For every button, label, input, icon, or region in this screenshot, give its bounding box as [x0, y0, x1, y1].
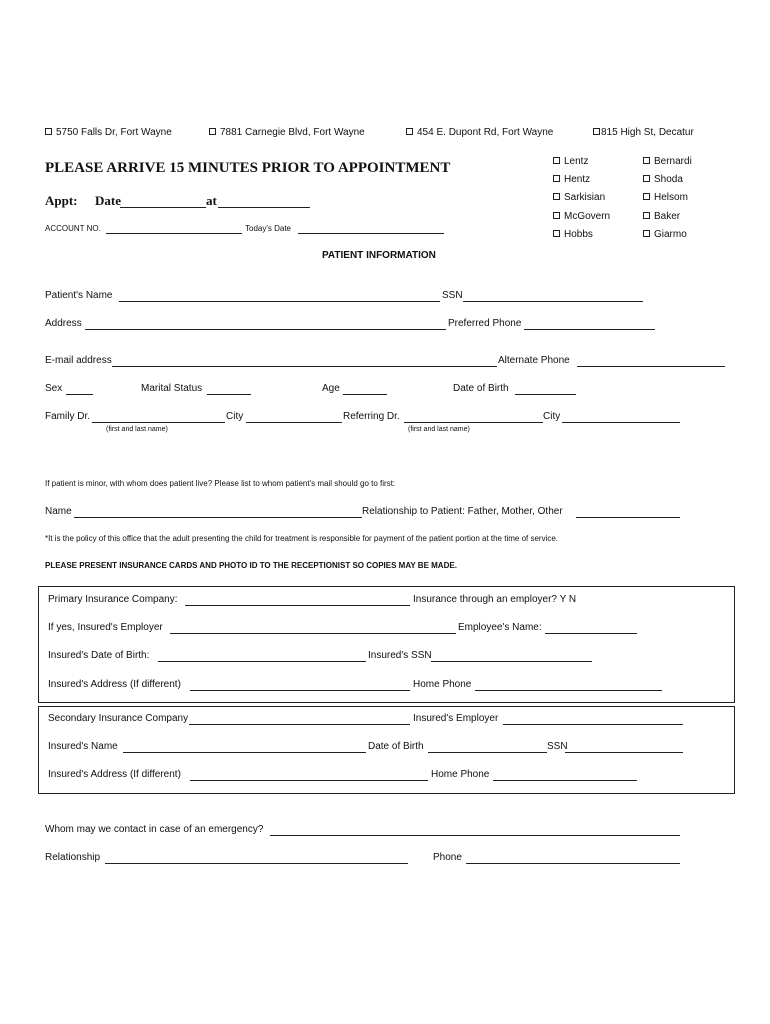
checkbox[interactable] [553, 212, 560, 219]
location-label: 7881 Carnegie Blvd, Fort Wayne [220, 127, 365, 138]
through-employer-label: Insurance through an employer? Y N [413, 594, 577, 605]
doctor-label: Shoda [654, 174, 683, 185]
emergency-relationship-field[interactable] [105, 863, 408, 864]
secondary-dob-field[interactable] [428, 752, 547, 753]
preferred-phone-field[interactable] [524, 329, 655, 330]
insured-dob-field[interactable] [158, 661, 366, 662]
secondary-dob-label: Date of Birth [368, 741, 424, 752]
checkbox[interactable] [643, 230, 650, 237]
at-label: at [206, 193, 217, 208]
checkbox[interactable] [406, 128, 413, 135]
insured-employer-field[interactable] [170, 633, 456, 634]
appt-date-field[interactable] [120, 207, 206, 208]
alternate-phone-label: Alternate Phone [498, 355, 570, 366]
emergency-question: Whom may we contact in case of an emergency? [45, 824, 264, 835]
doctor-label: Giarmo [654, 229, 687, 240]
secondary-company-label: Secondary Insurance Company [48, 713, 189, 724]
secondary-employer-label: Insured's Employer [413, 713, 499, 724]
location-option[interactable] [45, 127, 172, 138]
checkbox[interactable] [643, 175, 650, 182]
secondary-address-field[interactable] [190, 780, 428, 781]
city-label: City [226, 411, 244, 422]
checkbox[interactable] [643, 212, 650, 219]
email-field[interactable] [112, 366, 497, 367]
doctor-option[interactable] [553, 174, 590, 185]
insured-ssn-field[interactable] [431, 661, 592, 662]
todays-date-field[interactable] [298, 233, 444, 234]
insured-address-field[interactable] [190, 690, 410, 691]
referring-city-field[interactable] [562, 422, 680, 423]
checkbox[interactable] [45, 128, 52, 135]
checkbox[interactable] [553, 157, 560, 164]
insured-employer-label: If yes, Insured's Employer [48, 622, 163, 633]
age-field[interactable] [343, 394, 387, 395]
relationship-label: Relationship to Patient: Father, Mother, Other [362, 506, 563, 517]
family-dr-label: Family Dr. [45, 411, 90, 422]
dob-label: Date of Birth [453, 383, 509, 394]
emergency-contact-field[interactable] [270, 835, 680, 836]
referring-dr-hint: (first and last name) [408, 426, 470, 433]
policy-note: *It is the policy of this office that the adult presenting the child for treatment is responsible for payment of the patient portion at the time of service. [45, 534, 559, 543]
doctor-option[interactable] [553, 156, 588, 167]
doctor-label: Baker [654, 211, 681, 222]
appt-time-field[interactable] [218, 207, 310, 208]
age-label: Age [322, 383, 340, 394]
checkbox[interactable] [553, 175, 560, 182]
address-field[interactable] [85, 329, 446, 330]
family-dr-field[interactable] [92, 422, 225, 423]
secondary-company-field[interactable] [189, 724, 410, 725]
family-dr-hint: (first and last name) [106, 426, 168, 433]
secondary-name-field[interactable] [123, 752, 366, 753]
emergency-relationship-label: Relationship [45, 852, 101, 863]
checkbox[interactable] [643, 193, 650, 200]
home-phone-label: Home Phone [413, 679, 472, 690]
referring-dr-field[interactable] [404, 422, 543, 423]
secondary-ssn-field[interactable] [565, 752, 683, 753]
employee-name-label: Employee's Name: [458, 622, 542, 633]
minor-name-label: Name [45, 506, 72, 517]
location-label: 815 High St, Decatur [601, 127, 694, 138]
doctor-label: Hentz [564, 174, 591, 185]
home-phone-field[interactable] [475, 690, 662, 691]
emergency-phone-label: Phone [433, 852, 462, 863]
account-no-field[interactable] [106, 233, 242, 234]
doctor-option[interactable] [643, 211, 680, 222]
doctor-label: Helsom [654, 192, 688, 203]
minor-name-field[interactable] [74, 517, 362, 518]
address-label: Address [45, 318, 82, 329]
doctor-option[interactable] [553, 192, 605, 203]
checkbox[interactable] [553, 230, 560, 237]
employee-name-field[interactable] [545, 633, 637, 634]
email-label: E-mail address [45, 355, 112, 366]
doctor-option[interactable] [553, 229, 593, 240]
secondary-ssn-label: SSN [547, 741, 568, 752]
patient-name-field[interactable] [119, 301, 440, 302]
patient-name-label: Patient's Name [45, 290, 113, 301]
todays-date-label: Today's Date [245, 224, 291, 233]
doctor-option[interactable] [553, 211, 610, 222]
alternate-phone-field[interactable] [577, 366, 725, 367]
marital-status-label: Marital Status [141, 383, 203, 394]
doctor-option[interactable] [643, 229, 687, 240]
doctor-option[interactable] [643, 156, 692, 167]
doctor-option[interactable] [643, 174, 683, 185]
insured-ssn-label: Insured's SSN [368, 650, 432, 661]
preferred-phone-label: Preferred Phone [448, 318, 522, 329]
checkbox[interactable] [209, 128, 216, 135]
checkbox[interactable] [643, 157, 650, 164]
location-option[interactable] [593, 127, 694, 138]
primary-company-label: Primary Insurance Company: [48, 594, 178, 605]
section-title: PATIENT INFORMATION [322, 250, 436, 261]
location-label: 454 E. Dupont Rd, Fort Wayne [417, 127, 554, 138]
emergency-phone-field[interactable] [466, 863, 680, 864]
location-label: 5750 Falls Dr, Fort Wayne [56, 127, 172, 138]
dob-field[interactable] [515, 394, 576, 395]
sex-label: Sex [45, 383, 63, 394]
sex-field[interactable] [66, 394, 93, 395]
location-option[interactable] [406, 127, 553, 138]
ssn-label: SSN [442, 290, 463, 301]
checkbox[interactable] [553, 193, 560, 200]
city-field[interactable] [246, 422, 342, 423]
secondary-home-phone-label: Home Phone [431, 769, 490, 780]
doctor-option[interactable] [643, 192, 688, 203]
secondary-home-phone-field[interactable] [493, 780, 637, 781]
referring-dr-label: Referring Dr. [343, 411, 400, 422]
location-option[interactable] [209, 127, 365, 138]
ssn-field[interactable] [463, 301, 643, 302]
doctor-label: Sarkisian [564, 192, 606, 203]
doctor-label: McGovern [564, 211, 611, 222]
insured-dob-label: Insured's Date of Birth: [48, 650, 150, 661]
secondary-employer-field[interactable] [503, 724, 683, 725]
relationship-field[interactable] [576, 517, 680, 518]
appt-label: Appt: [45, 193, 78, 208]
insurance-notice: PLEASE PRESENT INSURANCE CARDS AND PHOTO ID TO THE RECEPTIONIST SO COPIES MAY BE MADE. [45, 561, 457, 570]
account-no-label: ACCOUNT NO. [45, 224, 101, 233]
primary-company-field[interactable] [185, 605, 410, 606]
doctor-label: Bernardi [654, 156, 692, 167]
secondary-address-label: Insured's Address (If different) [48, 769, 181, 780]
doctor-label: Lentz [564, 156, 589, 167]
page-title: PLEASE ARRIVE 15 MINUTES PRIOR TO APPOINTMENT [45, 160, 451, 176]
checkbox[interactable] [593, 128, 600, 135]
city-label: City [543, 411, 561, 422]
marital-status-field[interactable] [207, 394, 251, 395]
secondary-name-label: Insured's Name [48, 741, 118, 752]
doctor-label: Hobbs [564, 229, 593, 240]
insured-address-label: Insured's Address (If different) [48, 679, 181, 690]
date-label: Date [95, 193, 121, 208]
minor-question: If patient is minor, with whom does patient live? Please list to whom patient's mail should go to first: [45, 479, 396, 488]
